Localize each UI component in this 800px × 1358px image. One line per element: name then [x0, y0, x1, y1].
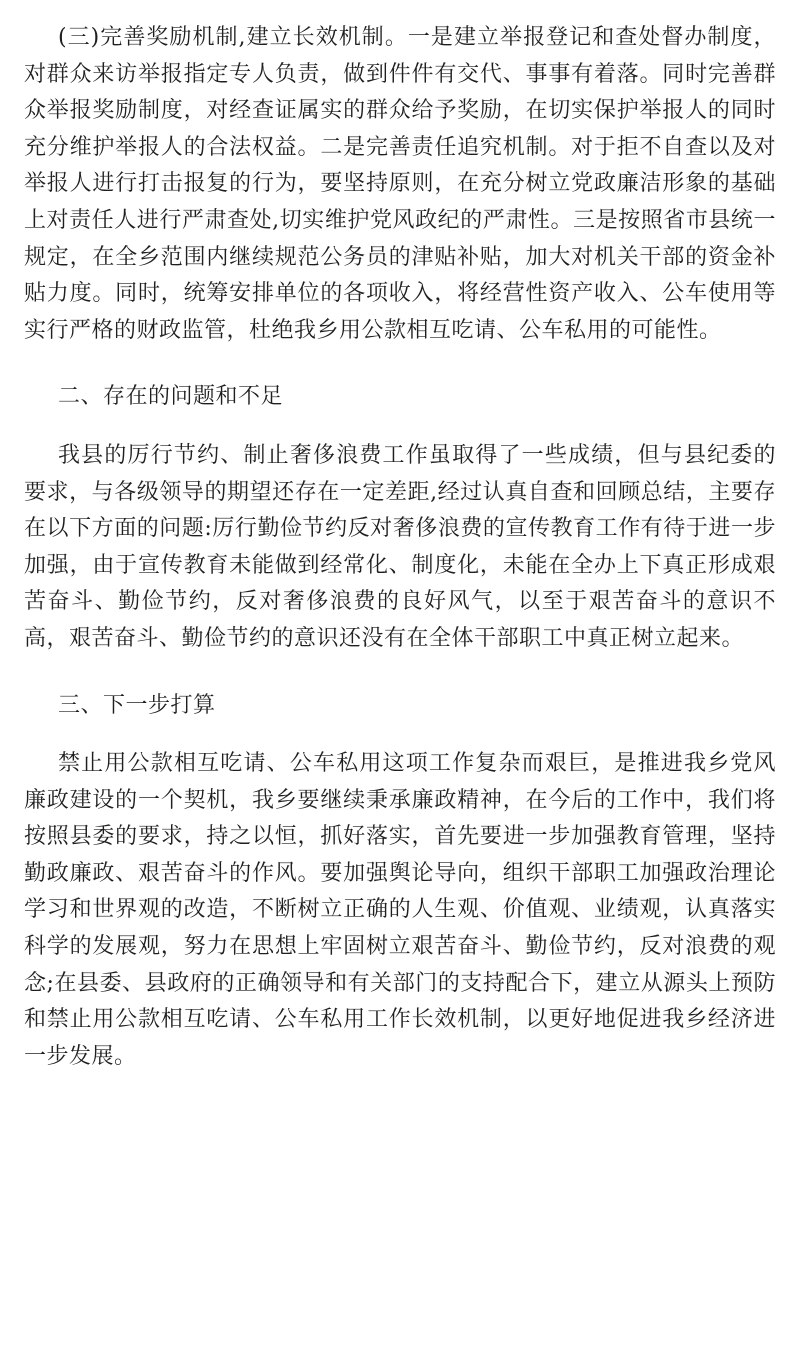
- paragraph-gap: [24, 349, 776, 379]
- paragraph-reward-mechanism: (三)完善奖励机制,建立长效机制。一是建立举报登记和查处督办制度，对群众来访举报指定专人负责，做到件件有交代、事事有着落。同时完善群众举报奖励制度，对经查证属实的群众给予奖励，在切实保护举报人的同时充分维护举报人的合法权益。二是完善责任追究机制。对于拒不自查以及对举报人进行打击报复的行为，要坚持原则，在充分树立党政廉洁形象的基础上对责任人进行严肃查处,切实维护党风政纪的严肃性。三是按照省市县统一规定，在全乡范围内继续规范公务员的津贴补贴，加大对机关干部的资金补贴力度。同时，统筹安排单位的各项收入，将经营性资产收入、公车使用等实行严格的财政监管，杜绝我乡用公款相互吃请、公车私用的可能性。: [24, 25, 776, 343]
- section-heading-next-steps: 三、下一步打算: [58, 692, 216, 718]
- paragraph-gap: [24, 724, 776, 746]
- section-heading-problems: 二、存在的问题和不足: [58, 384, 284, 410]
- paragraph-next-steps: 禁止用公款相互吃请、公车私用这项工作复杂而艰巨，是推进我乡党风廉政建设的一个契机，我乡要继续秉承廉政精神，在今后的工作中，我们将按照县委的要求，持之以恒，抓好落实，首先要进一步加强教育管理，坚持勤政廉政、艰苦奋斗的作风。要加强舆论导向，组织干部职工加强政治理论学习和世界观的改造，不断树立正确的人生观、价值观、业绩观，认真落实科学的发展观，努力在思想上牢固树立艰苦奋斗、勤俭节约，反对浪费的观念;在县委、县政府的正确领导和有关部门的支持配合下，建立从源头上预防和禁止用公款相互吃请、公车私用工作长效机制，以更好地促进我乡经济进一步发展。: [24, 751, 776, 1069]
- paragraph-gap: [24, 416, 776, 438]
- paragraph-problems: 我县的厉行节约、制止奢侈浪费工作虽取得了一些成绩，但与县纪委的要求，与各级领导的期望还存在一定差距,经过认真自查和回顾总结，主要存在以下方面的问题:厉行勤俭节约反对奢侈浪费的宣传教育工作有待于进一步加强，由于宣传教育未能做到经常化、制度化，未能在全办上下真正形成艰苦奋斗、勤俭节约，反对奢侈浪费的良好风气，以至于艰苦奋斗的意识不高，艰苦奋斗、勤俭节约的意识还没有在全体干部职工中真正树立起来。: [24, 442, 776, 651]
- paragraph-gap: [24, 658, 776, 688]
